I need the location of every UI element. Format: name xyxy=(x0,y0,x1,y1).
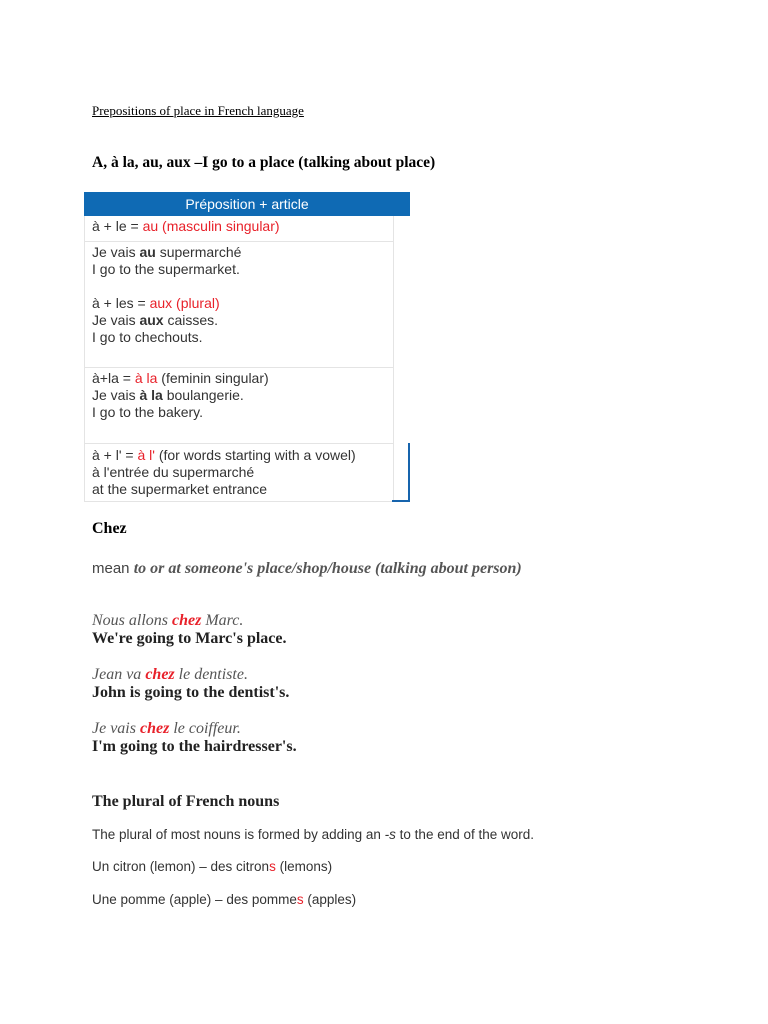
example-en: John is going to the dentist's. xyxy=(92,684,290,701)
document-title: Prepositions of place in French language xyxy=(92,103,304,118)
rule-line: à + l' = à l' (for words starting with a vowel) xyxy=(92,447,356,463)
example-en: I go to the bakery. xyxy=(92,404,204,420)
plural-example: Un citron (lemon) – des citrons (lemons) xyxy=(92,859,333,874)
plural-example: Une pomme (apple) – des pommes (apples) xyxy=(92,892,357,907)
example-fr: Jean va chez le dentiste. xyxy=(92,666,248,683)
example-fr: Je vais aux caisses. xyxy=(92,312,219,328)
rule-text: à + le = xyxy=(92,218,143,234)
table-row-a-la xyxy=(85,368,393,444)
table-header: Préposition + article xyxy=(84,192,410,216)
rule-line: à+la = à la (feminin singular) xyxy=(92,370,269,386)
rule-line: à + les = aux (plural) xyxy=(92,295,220,311)
example-fr: Nous allons chez Marc. xyxy=(92,612,244,629)
example-en: I go to the supermarket. xyxy=(92,261,240,277)
table-row-au xyxy=(85,216,393,242)
table-corner-border xyxy=(392,500,410,502)
section-heading: A, à la, au, aux –I go to a place (talking about place) xyxy=(92,154,436,171)
example-en: We're going to Marc's place. xyxy=(92,630,287,647)
chez-example xyxy=(92,666,289,702)
example-en: at the supermarket entrance xyxy=(92,481,268,497)
plural-title: The plural of French nouns xyxy=(92,793,280,810)
example-fr: Je vais au supermarché xyxy=(92,244,242,260)
chez-meaning: mean to or at someone's place/shop/house (talking about person) xyxy=(92,560,522,577)
table-row-aux xyxy=(85,242,393,368)
chez-title: Chez xyxy=(92,520,127,537)
example-en: I'm going to the hairdresser's. xyxy=(92,738,297,755)
chez-example xyxy=(92,720,297,756)
example-fr: à l'entrée du supermarché xyxy=(92,464,255,480)
plural-intro: The plural of most nouns is formed by adding an -s to the end of the word. xyxy=(92,827,535,842)
table-row-a-l xyxy=(85,444,393,502)
preposition-table xyxy=(84,216,394,502)
table-side-border xyxy=(408,443,410,502)
chez-example xyxy=(92,612,286,648)
example-fr: Je vais chez le coiffeur. xyxy=(92,720,241,737)
example-fr: Je vais à la boulangerie. xyxy=(92,387,244,403)
example-en: I go to chechouts. xyxy=(92,329,203,345)
rule-highlight: au (masculin singular) xyxy=(142,218,280,234)
